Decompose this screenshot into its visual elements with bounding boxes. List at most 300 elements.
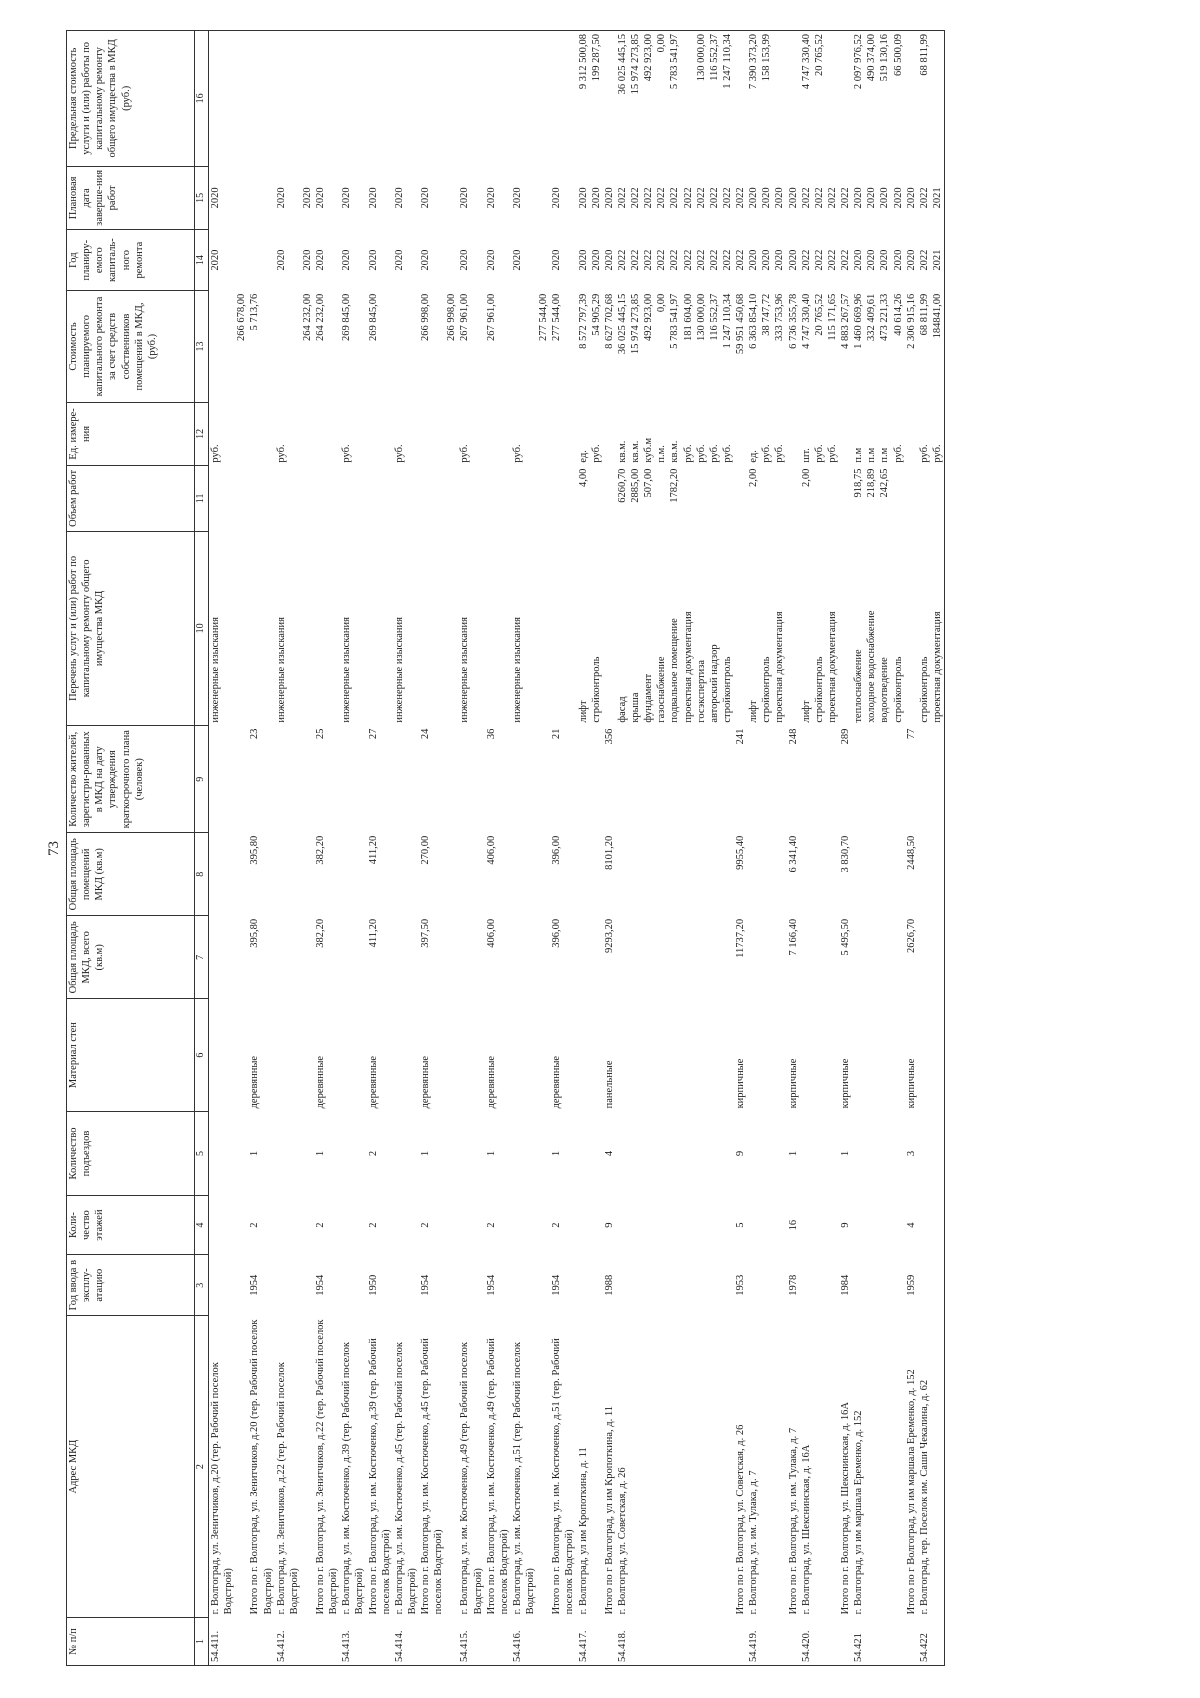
table-cell	[800, 1196, 813, 1255]
table-row	[878, 31, 891, 1666]
table-cell: 1 247 110,34	[721, 31, 734, 167]
table-cell: 2020	[787, 249, 799, 271]
repair-plan-table	[66, 30, 945, 1666]
table-cell	[708, 1617, 721, 1665]
table-cell	[301, 31, 314, 167]
table-cell: 6260,70	[616, 468, 628, 503]
table-cell: проектная документация	[931, 531, 945, 726]
table-cell	[800, 833, 813, 916]
table-cell	[682, 726, 695, 833]
table-cell	[695, 466, 708, 532]
table-cell: 2020	[341, 249, 353, 271]
table-row	[603, 31, 616, 1666]
column-number: 14	[195, 230, 209, 291]
table-cell	[708, 833, 721, 916]
table-cell	[682, 1316, 695, 1618]
table-cell: кирпичные	[787, 1058, 799, 1109]
table-cell: 332 409,61	[866, 293, 878, 341]
table-row	[340, 31, 366, 1666]
table-cell	[511, 1255, 537, 1316]
table-cell: 2022	[656, 249, 668, 271]
table-cell	[931, 999, 945, 1112]
table-cell: 2022	[721, 187, 733, 209]
table-cell	[590, 1111, 603, 1195]
table-cell: инженерные изыскания	[275, 617, 287, 723]
table-row	[695, 31, 708, 1666]
table-cell	[852, 916, 865, 999]
table-cell: руб.	[892, 444, 904, 463]
table-cell: 269 845,00	[341, 293, 353, 341]
table-cell	[892, 1255, 905, 1316]
table-cell	[708, 916, 721, 999]
table-cell	[511, 833, 537, 916]
table-cell: 2020	[590, 249, 602, 271]
table-cell: 6 341,40	[787, 835, 799, 873]
table-cell: 1	[840, 1150, 851, 1157]
table-cell	[235, 466, 248, 532]
table-cell: 5 495,50	[840, 918, 851, 956]
table-cell: 2020	[275, 187, 287, 209]
table-row	[852, 31, 865, 1666]
table-cell: фасад	[616, 696, 628, 723]
table-cell	[708, 726, 721, 833]
table-cell: 519 130,16	[878, 31, 891, 167]
table-cell: руб.	[275, 444, 287, 463]
table-cell	[826, 1316, 839, 1618]
table-cell: 3	[905, 1150, 917, 1157]
table-cell	[642, 916, 655, 999]
table-cell	[511, 1111, 537, 1195]
table-cell	[642, 1111, 655, 1195]
table-cell	[682, 1196, 695, 1255]
table-cell: 2	[249, 1222, 261, 1228]
table-cell: ед.	[748, 450, 760, 463]
table-cell	[616, 916, 629, 999]
table-cell: 2022	[669, 187, 681, 209]
column-number: 6	[195, 999, 209, 1112]
table-cell: 918,75	[853, 468, 865, 498]
table-cell: 2020	[892, 187, 904, 209]
table-cell: 158 153,99	[760, 31, 773, 167]
table-cell	[275, 31, 301, 167]
table-cell	[275, 999, 301, 1112]
table-cell	[695, 1316, 708, 1618]
table-cell: 2020	[577, 249, 589, 271]
table-cell	[931, 1111, 945, 1195]
table-cell	[892, 1196, 905, 1255]
table-cell: инженерные изыскания	[210, 617, 221, 723]
table-row	[826, 31, 839, 1666]
table-cell	[668, 916, 681, 999]
table-cell	[682, 999, 695, 1112]
table-cell: 2022	[800, 187, 812, 209]
table-cell	[800, 999, 813, 1112]
table-cell	[419, 1617, 445, 1665]
table-cell: 1	[315, 1150, 326, 1157]
column-header: Год ввода в эксплу-атацию	[67, 1255, 195, 1316]
table-cell	[577, 833, 590, 916]
table-cell: 2022	[643, 187, 655, 209]
table-cell	[301, 1111, 314, 1195]
table-cell: стройконтроль	[761, 656, 773, 723]
table-cell: 2022	[643, 249, 655, 271]
table-cell	[695, 916, 708, 999]
table-cell: 16	[787, 1219, 799, 1231]
table-cell	[393, 1196, 419, 1255]
table-row	[931, 31, 945, 1666]
table-cell	[721, 1111, 734, 1195]
table-cell: крыша	[630, 692, 641, 723]
table-cell	[590, 1617, 603, 1665]
table-cell	[642, 1617, 655, 1665]
table-cell: кирпичные	[905, 1058, 917, 1109]
table-cell	[419, 31, 445, 167]
table-cell: 181 604,00	[682, 293, 694, 341]
table-cell	[235, 230, 248, 291]
table-cell: 2	[485, 1222, 497, 1228]
table-cell	[655, 1111, 668, 1195]
table-cell	[760, 833, 773, 916]
table-cell: 396,00	[551, 918, 563, 948]
table-cell	[445, 1617, 458, 1665]
table-cell	[668, 1255, 681, 1316]
table-cell: 2022	[682, 249, 694, 271]
table-cell: 54.416.	[511, 1617, 537, 1665]
table-cell	[393, 466, 419, 532]
table-row	[787, 31, 800, 1666]
table-cell	[878, 1196, 891, 1255]
table-cell	[419, 402, 445, 465]
table-row	[616, 31, 629, 1666]
table-cell: 1954	[551, 1274, 563, 1296]
table-cell: 267 961,00	[485, 293, 497, 341]
column-number: 5	[195, 1111, 209, 1195]
table-cell	[865, 726, 878, 833]
table-cell: Итого по г. Волгоград, ул. им. Костюченко, д.49 (тер. Рабочий поселок Водстрой)	[485, 1338, 510, 1615]
column-header: Год планиру-емого капиталь-ного ремонта	[67, 230, 195, 291]
table-cell: руб.	[761, 444, 773, 463]
table-cell	[393, 726, 419, 833]
table-cell: 1 460 669,96	[853, 293, 865, 349]
table-cell: 9	[603, 1222, 615, 1228]
table-row	[668, 31, 681, 1666]
table-cell: 242,65	[879, 468, 891, 498]
table-cell	[918, 999, 931, 1112]
table-cell: 1954	[315, 1274, 326, 1296]
table-cell: 382,20	[315, 918, 326, 948]
table-cell: Итого по г. Волгоград, ул. им. Костюченко, д.45 (тер. Рабочий поселок Водстрой)	[420, 1338, 445, 1615]
table-cell: 2022	[735, 187, 746, 209]
column-header: Перечень услуг и (или) работ по капитальному ремонту общего имущества МКД	[67, 531, 195, 726]
table-cell: 2	[420, 1222, 431, 1228]
table-cell	[878, 1255, 891, 1316]
table-cell: 54.421	[852, 1617, 865, 1665]
table-cell: подвальное помещение	[669, 618, 681, 723]
table-cell: руб.	[826, 444, 838, 463]
table-cell	[721, 1316, 734, 1618]
table-row	[682, 31, 695, 1666]
table-cell	[485, 1617, 511, 1665]
table-row	[760, 31, 773, 1666]
table-cell: 38 747,72	[761, 293, 773, 336]
table-cell: 2020	[748, 187, 760, 209]
table-cell	[905, 1617, 918, 1665]
table-cell: 184841,00	[931, 291, 945, 402]
table-cell: лифт	[800, 700, 812, 723]
table-cell	[511, 999, 537, 1112]
table-cell	[419, 466, 445, 532]
page-number: 73	[46, 841, 62, 856]
table-cell	[511, 291, 537, 402]
table-cell	[590, 833, 603, 916]
table-cell: 2022	[721, 249, 733, 271]
table-cell	[865, 1255, 878, 1316]
table-cell	[918, 1196, 931, 1255]
table-cell: 5 783 541,97	[669, 293, 681, 349]
table-row	[642, 31, 655, 1666]
table-cell	[209, 916, 236, 999]
table-cell	[813, 1316, 826, 1618]
table-cell	[235, 1111, 248, 1195]
table-cell: 1950	[367, 1274, 379, 1296]
table-cell: 2020	[210, 249, 221, 271]
table-cell	[367, 402, 393, 465]
table-cell: деревянные	[420, 1055, 431, 1109]
table-row	[367, 31, 393, 1666]
table-cell: кв.м.	[616, 440, 628, 463]
table-cell	[445, 999, 458, 1112]
table-cell	[209, 1111, 236, 1195]
table-cell	[445, 916, 458, 999]
table-cell	[760, 466, 773, 532]
table-cell: 411,20	[367, 918, 379, 948]
table-cell	[537, 1196, 550, 1255]
table-row	[301, 31, 314, 1666]
table-cell	[839, 1617, 852, 1665]
table-cell	[537, 402, 550, 465]
table-cell: лифт	[748, 700, 760, 723]
table-cell: п.м	[879, 447, 891, 463]
column-number: 2	[195, 1316, 209, 1618]
table-cell	[865, 916, 878, 999]
table-cell: г. Волгоград, ул. им. Тулака, д. 7	[748, 1470, 760, 1615]
table-cell: 2020	[761, 187, 773, 209]
table-cell: 116 552,37	[708, 31, 721, 167]
table-cell: 5 783 541,97	[668, 31, 681, 167]
rotated-page	[66, 30, 1200, 1666]
table-cell: г. Волгоград, ул. Зенитчиков, д.20 (тер. Рабочий поселок Водстрой)	[210, 1362, 235, 1615]
table-cell	[301, 726, 314, 833]
table-cell: 2022	[708, 249, 720, 271]
table-cell	[209, 1255, 236, 1316]
table-cell: стройконтроль	[590, 656, 602, 723]
table-cell	[865, 1196, 878, 1255]
table-cell	[813, 726, 826, 833]
table-cell	[865, 833, 878, 916]
table-cell	[537, 166, 550, 229]
table-cell: г. Волгоград, ул им Кропоткина, д. 11	[577, 1447, 589, 1615]
table-cell: 2022	[813, 249, 825, 271]
table-cell: 8 572 797,39	[577, 293, 589, 349]
table-row	[445, 31, 458, 1666]
table-cell: Итого по г. Волгоград, ул. Зенитчиков, д.22 (тер. Рабочий поселок Водстрой)	[315, 1319, 340, 1615]
table-cell: 473 221,33	[879, 293, 891, 341]
table-cell	[393, 1255, 419, 1316]
column-header: Ед. измере-ния	[67, 402, 195, 465]
table-cell	[760, 1316, 773, 1618]
table-cell: г. Волгоград, ул. Советская, д. 26	[616, 1467, 628, 1615]
table-cell: 54.418.	[616, 1617, 629, 1665]
table-cell	[367, 531, 393, 726]
column-number: 3	[195, 1255, 209, 1316]
column-header: Плановая дата заверше-ния работ	[67, 166, 195, 229]
table-cell	[668, 726, 681, 833]
table-cell: г. Волгоград, ул. им. Костюченко, д.51 (тер. Рабочий поселок Водстрой)	[511, 1342, 536, 1615]
table-cell	[773, 726, 786, 833]
table-cell	[314, 466, 340, 532]
table-cell	[721, 1196, 734, 1255]
table-cell	[248, 402, 274, 465]
table-cell	[905, 402, 918, 465]
table-cell	[629, 1196, 642, 1255]
table-cell	[248, 230, 274, 291]
table-cell: руб.	[511, 444, 523, 463]
table-cell: 24	[420, 728, 431, 740]
table-cell	[301, 1196, 314, 1255]
table-cell	[458, 466, 484, 532]
table-cell	[340, 466, 366, 532]
table-cell	[642, 833, 655, 916]
table-cell	[537, 466, 550, 532]
table-cell	[734, 402, 747, 465]
table-cell: 2020	[420, 187, 431, 209]
table-cell	[852, 726, 865, 833]
table-cell: 2020	[853, 187, 865, 209]
table-cell: 130 000,00	[695, 293, 707, 341]
table-cell	[590, 726, 603, 833]
table-cell: 490 374,00	[865, 31, 878, 167]
table-cell	[931, 833, 945, 916]
table-cell: куб.м	[643, 437, 655, 463]
table-cell: 1954	[420, 1274, 431, 1296]
table-cell	[787, 402, 800, 465]
table-cell	[734, 1617, 747, 1665]
table-row	[314, 31, 340, 1666]
table-cell: 356	[603, 728, 615, 745]
table-cell: 2020	[511, 249, 523, 271]
table-cell	[918, 916, 931, 999]
table-cell	[708, 1255, 721, 1316]
table-cell	[852, 999, 865, 1112]
table-cell	[826, 726, 839, 833]
table-cell: п.м.	[656, 445, 668, 463]
table-cell	[485, 31, 511, 167]
table-cell: 2020	[315, 249, 326, 271]
table-cell: 269 845,00	[367, 293, 379, 341]
table-cell: г. Волгоград, тер. Поселок им. Саши Чекалина, д. 62	[918, 1379, 930, 1615]
column-number: 4	[195, 1196, 209, 1255]
table-cell: 36	[485, 728, 497, 740]
table-cell	[445, 1255, 458, 1316]
table-cell: 4 747 330,40	[800, 31, 813, 167]
table-cell	[275, 916, 301, 999]
table-cell: 36 025 445,15	[616, 293, 628, 355]
table-cell	[668, 1617, 681, 1665]
table-cell	[826, 466, 839, 532]
table-cell	[235, 833, 248, 916]
table-cell	[878, 1111, 891, 1195]
table-cell	[629, 999, 642, 1112]
table-cell	[682, 916, 695, 999]
table-cell: 2022	[630, 249, 641, 271]
table-cell: проектная документация	[682, 611, 694, 723]
table-cell	[248, 466, 274, 532]
table-cell	[235, 166, 248, 229]
table-cell	[485, 531, 511, 726]
table-cell: деревянные	[485, 1055, 497, 1109]
table-cell: 2020	[393, 249, 405, 271]
table-cell	[826, 1111, 839, 1195]
table-cell	[275, 726, 301, 833]
table-cell: 3 830,70	[840, 835, 851, 873]
table-cell	[773, 1617, 786, 1665]
table-cell	[616, 833, 629, 916]
table-cell	[682, 466, 695, 532]
table-cell	[235, 1255, 248, 1316]
table-cell	[445, 31, 458, 167]
table-cell	[931, 916, 945, 999]
table-cell	[209, 833, 236, 916]
table-cell	[445, 1196, 458, 1255]
table-cell: теплоснабжение	[853, 649, 865, 723]
table-cell: 2020	[341, 187, 353, 209]
table-cell	[773, 31, 786, 167]
table-cell: Итого по г. Волгоград, ул. Зенитчиков, д.20 (тер. Рабочий поселок Водстрой)	[249, 1319, 274, 1615]
table-row	[734, 31, 747, 1666]
table-cell	[537, 1111, 550, 1195]
table-cell	[826, 1196, 839, 1255]
table-cell: панельные	[603, 1060, 615, 1109]
table-cell	[800, 916, 813, 999]
table-cell: 9955,40	[735, 835, 746, 870]
table-cell: 266 998,00	[446, 293, 458, 341]
table-row	[235, 31, 248, 1666]
table-row	[590, 31, 603, 1666]
table-cell	[590, 1255, 603, 1316]
table-cell	[734, 31, 747, 167]
table-cell	[918, 1111, 931, 1195]
table-cell	[537, 999, 550, 1112]
table-cell: кв.м.	[630, 440, 641, 463]
table-cell	[590, 999, 603, 1112]
table-cell	[629, 833, 642, 916]
table-cell: шт.	[800, 448, 812, 463]
table-cell	[747, 1255, 760, 1316]
table-cell	[393, 833, 419, 916]
table-cell	[616, 1196, 629, 1255]
column-header: Количество жителей, зарегистри-рованных в МКД на дату утверждения краткосрочного плана (человек)	[67, 726, 195, 833]
table-cell	[235, 31, 248, 167]
table-cell	[603, 31, 616, 167]
table-cell: 2020	[459, 249, 471, 271]
table-cell	[314, 31, 340, 167]
table-cell: инженерные изыскания	[459, 617, 471, 723]
table-cell: 2 306 915,16	[905, 293, 917, 349]
table-cell: 2020	[420, 249, 431, 271]
table-cell	[918, 1255, 931, 1316]
table-cell	[590, 1196, 603, 1255]
table-cell: 2020	[866, 249, 878, 271]
